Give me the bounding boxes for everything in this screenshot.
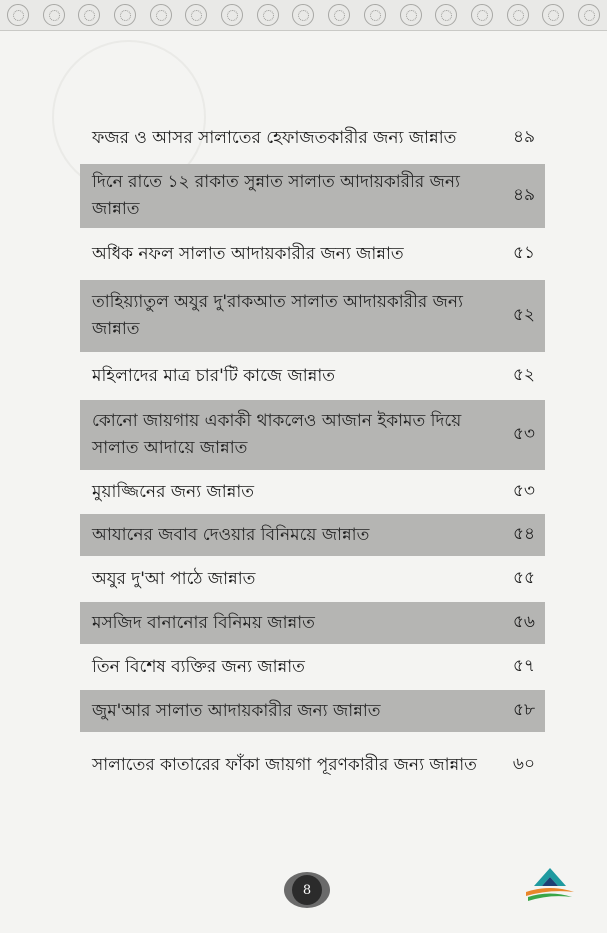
top-ornamental-border — [0, 0, 607, 31]
toc-row[interactable] — [80, 644, 545, 690]
toc-entry-title: কোনো জায়গায় একাকী থাকলেও আজান ইকামত দিয়ে সালাত আদায়ে জান্নাত — [92, 411, 462, 458]
toc-row[interactable] — [80, 514, 545, 556]
ornament-icon — [221, 4, 243, 26]
toc-row[interactable] — [80, 732, 545, 798]
ornament-icon — [43, 4, 65, 26]
ornament-icon — [400, 4, 422, 26]
ornament-icon — [185, 4, 207, 26]
toc-entry-page: ৪৯ — [512, 127, 535, 147]
toc-row[interactable] — [80, 228, 545, 280]
toc-entry-title: মহিলাদের মাত্র চার'টি কাজে জান্নাত — [92, 365, 336, 386]
toc-entry-title: সালাতের কাতারের ফাঁকা জায়গা পূরণকারীর জন্য জান্নাত — [92, 754, 477, 775]
toc-entry-page: ৫৪ — [512, 524, 535, 544]
ornament-icon — [578, 4, 600, 26]
toc-entry-page: ৫১ — [512, 243, 535, 263]
ornament-icon — [257, 4, 279, 26]
toc-entry-page: ৫৩ — [512, 424, 535, 444]
toc-entry-title: তিন বিশেষ ব্যক্তির জন্য জান্নাত — [92, 656, 305, 677]
toc-row[interactable] — [80, 470, 545, 514]
ornament-icon — [542, 4, 564, 26]
ornament-icon — [292, 4, 314, 26]
toc-entry-page: ৫২ — [512, 305, 535, 325]
toc-entry-title: তাহিয়্যাতুল অযুর দু'রাকআত সালাত আদায়কারীর জন্য জান্নাত — [92, 292, 463, 339]
toc-row[interactable] — [80, 556, 545, 602]
toc-entry-title: ফজর ও আসর সালাতের হেফাজতকারীর জন্য জান্নাত — [92, 127, 457, 148]
publisher-logo-icon — [520, 862, 580, 910]
toc-entry-page: ৫৬ — [512, 612, 535, 632]
toc-entry-page: ৫২ — [512, 365, 535, 385]
toc-entry-page: ৪৯ — [512, 185, 535, 205]
page-number: 8 — [292, 875, 322, 905]
toc-entry-page: ৫৫ — [512, 568, 535, 588]
ornament-icon — [7, 4, 29, 26]
ornament-icon — [471, 4, 493, 26]
toc-entry-page: ৫৩ — [512, 481, 535, 501]
toc-row[interactable] — [80, 400, 545, 470]
toc-entry-title: দিনে রাতে ১২ রাকাত সুন্নাত সালাত আদায়কারীর জন্য জান্নাত — [92, 172, 460, 219]
ornament-icon — [114, 4, 136, 26]
toc-entry-title: অধিক নফল সালাত আদায়কারীর জন্য জান্নাত — [92, 243, 404, 264]
toc-entry-title: মুয়াজ্জিনের জন্য জান্নাত — [92, 481, 255, 502]
toc-entry-title: জুম'আর সালাত আদায়কারীর জন্য জান্নাত — [92, 700, 381, 721]
page-number-badge — [284, 872, 330, 908]
ornament-icon — [328, 4, 350, 26]
toc-entry-page: ৫৭ — [512, 656, 535, 676]
logo-book-right — [528, 894, 572, 902]
toc-entry-title: আযানের জবাব দেওয়ার বিনিময়ে জান্নাত — [92, 524, 370, 545]
ornament-icon — [364, 4, 386, 26]
toc-row[interactable] — [80, 164, 545, 228]
toc-row[interactable] — [80, 112, 545, 164]
toc-row[interactable] — [80, 280, 545, 352]
toc-row[interactable] — [80, 690, 545, 732]
toc-entry-page: ৫৮ — [512, 700, 535, 720]
toc-row[interactable] — [80, 352, 545, 400]
toc-row[interactable] — [80, 602, 545, 644]
ornament-icon — [78, 4, 100, 26]
toc-entry-title: অযুর দু'আ পাঠে জান্নাত — [92, 568, 256, 589]
table-of-contents — [80, 112, 545, 798]
ornament-icon — [507, 4, 529, 26]
toc-entry-title: মসজিদ বানানোর বিনিময় জান্নাত — [92, 612, 315, 633]
toc-entry-page: ৬০ — [512, 754, 535, 774]
ornament-icon — [150, 4, 172, 26]
ornament-icon — [435, 4, 457, 26]
